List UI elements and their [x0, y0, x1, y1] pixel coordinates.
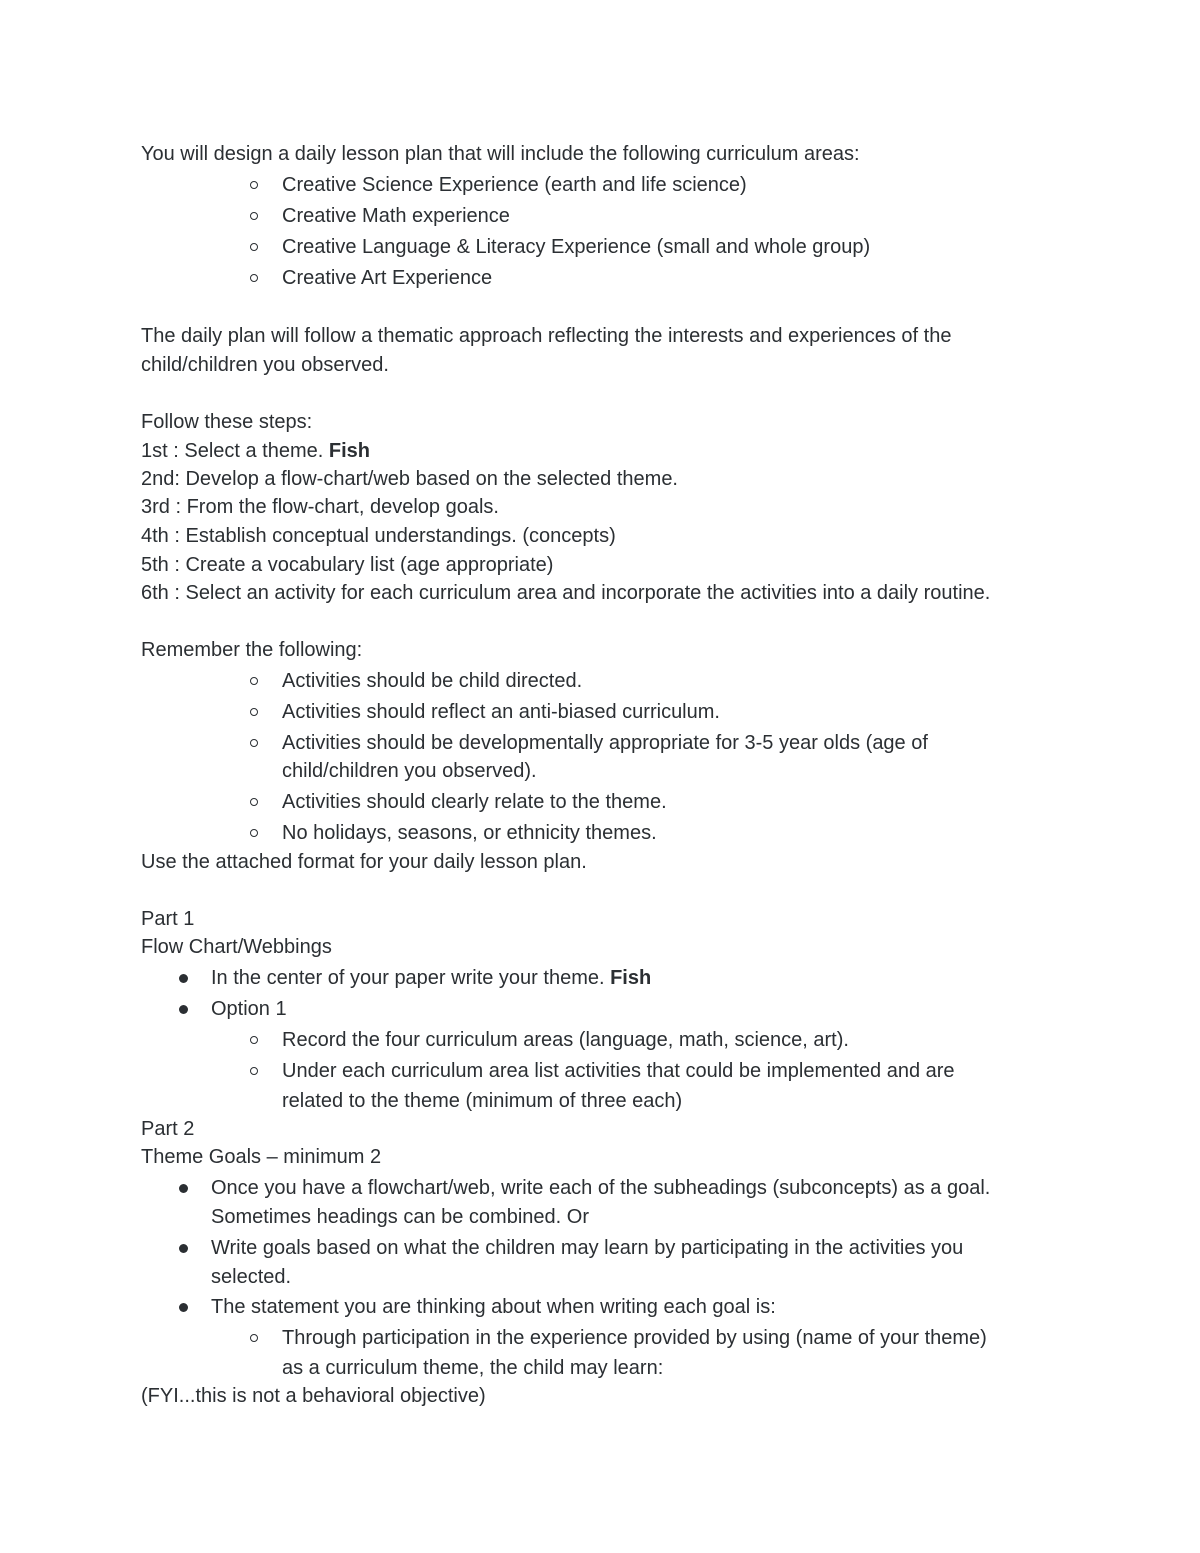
circle-bullet-icon [250, 243, 258, 251]
area-item: Creative Science Experience (earth and life science) [282, 174, 747, 196]
remember-heading: Remember the following: [141, 639, 363, 661]
disc-bullet-icon [179, 1005, 188, 1014]
step-item: 5th : Create a vocabulary list (age appropriate) [141, 554, 554, 576]
circle-bullet-icon [250, 739, 258, 747]
disc-bullet-icon [179, 974, 188, 983]
area-item: Creative Math experience [282, 205, 510, 227]
part1-title: Part 1 [141, 908, 195, 930]
circle-bullet-icon [250, 212, 258, 220]
part2-bullet-continued: selected. [211, 1266, 292, 1288]
part2-subitem: Through participation in the experience provided by using (name of your theme) [282, 1327, 987, 1349]
part2-title: Part 2 [141, 1118, 195, 1140]
disc-bullet-icon [179, 1184, 188, 1193]
circle-bullet-icon [250, 829, 258, 837]
theme-name: Fish [610, 967, 652, 989]
format-text: Use the attached format for your daily lesson plan. [141, 851, 587, 873]
part2-subitem-continued: as a curriculum theme, the child may learn: [282, 1357, 664, 1379]
part1-subitem: Record the four curriculum areas (language, math, science, art). [282, 1029, 849, 1051]
theme-name: Fish [328, 440, 370, 462]
circle-bullet-icon [250, 1036, 258, 1044]
part1-subitem-continued: related to the theme (minimum of three each) [282, 1090, 683, 1112]
step-item: 3rd : From the flow-chart, develop goals. [141, 496, 499, 518]
area-item: Creative Art Experience [282, 267, 493, 289]
area-item: Creative Language & Literacy Experience (small and whole group) [282, 236, 871, 258]
part1-subtitle: Flow Chart/Webbings [141, 936, 332, 958]
part2-bullet-continued: Sometimes headings can be combined. Or [211, 1206, 589, 1228]
thematic-text: The daily plan will follow a thematic approach reflecting the interests and experiences of the [141, 325, 952, 347]
circle-bullet-icon [250, 798, 258, 806]
remember-item-continued: child/children you observed). [282, 760, 537, 782]
step-item: 6th : Select an activity for each curriculum area and incorporate the activities into a daily routine. [141, 582, 991, 604]
steps-heading: Follow these steps: [141, 411, 313, 433]
step-item: 4th : Establish conceptual understandings. (concepts) [141, 525, 616, 547]
part2-bullet: Once you have a flowchart/web, write each of the subheadings (subconcepts) as a goal. [211, 1177, 991, 1199]
part1-bullet-text: In the center of your paper write your theme. [211, 967, 611, 989]
step-item [141, 437, 370, 465]
remember-item: No holidays, seasons, or ethnicity themes. [282, 822, 657, 844]
remember-item: Activities should be child directed. [282, 670, 583, 692]
intro-text: You will design a daily lesson plan that will include the following curriculum areas: [141, 143, 860, 165]
thematic-text: child/children you observed. [141, 354, 389, 376]
circle-bullet-icon [250, 181, 258, 189]
remember-item: Activities should clearly relate to the theme. [282, 791, 667, 813]
circle-bullet-icon [250, 677, 258, 685]
circle-bullet-icon [250, 274, 258, 282]
part2-bullet: The statement you are thinking about when writing each goal is: [211, 1296, 776, 1318]
remember-item: Activities should reflect an anti-biased curriculum. [282, 701, 720, 723]
part2-bullet: Write goals based on what the children may learn by participating in the activities you [211, 1237, 964, 1259]
circle-bullet-icon [250, 1334, 258, 1342]
disc-bullet-icon [179, 1303, 188, 1312]
step-item: 2nd: Develop a flow-chart/web based on the selected theme. [141, 468, 678, 490]
circle-bullet-icon [250, 708, 258, 716]
part1-subitem: Under each curriculum area list activities that could be implemented and are [282, 1060, 955, 1082]
step-prefix: 1st : Select a theme. [141, 440, 329, 462]
part2-subtitle: Theme Goals – minimum 2 [141, 1146, 382, 1168]
fyi-note: (FYI...this is not a behavioral objective) [141, 1385, 486, 1407]
disc-bullet-icon [179, 1244, 188, 1253]
part1-bullet [211, 964, 651, 992]
circle-bullet-icon [250, 1067, 258, 1075]
remember-item: Activities should be developmentally appropriate for 3-5 year olds (age of [282, 732, 928, 754]
part1-bullet: Option 1 [211, 998, 287, 1020]
